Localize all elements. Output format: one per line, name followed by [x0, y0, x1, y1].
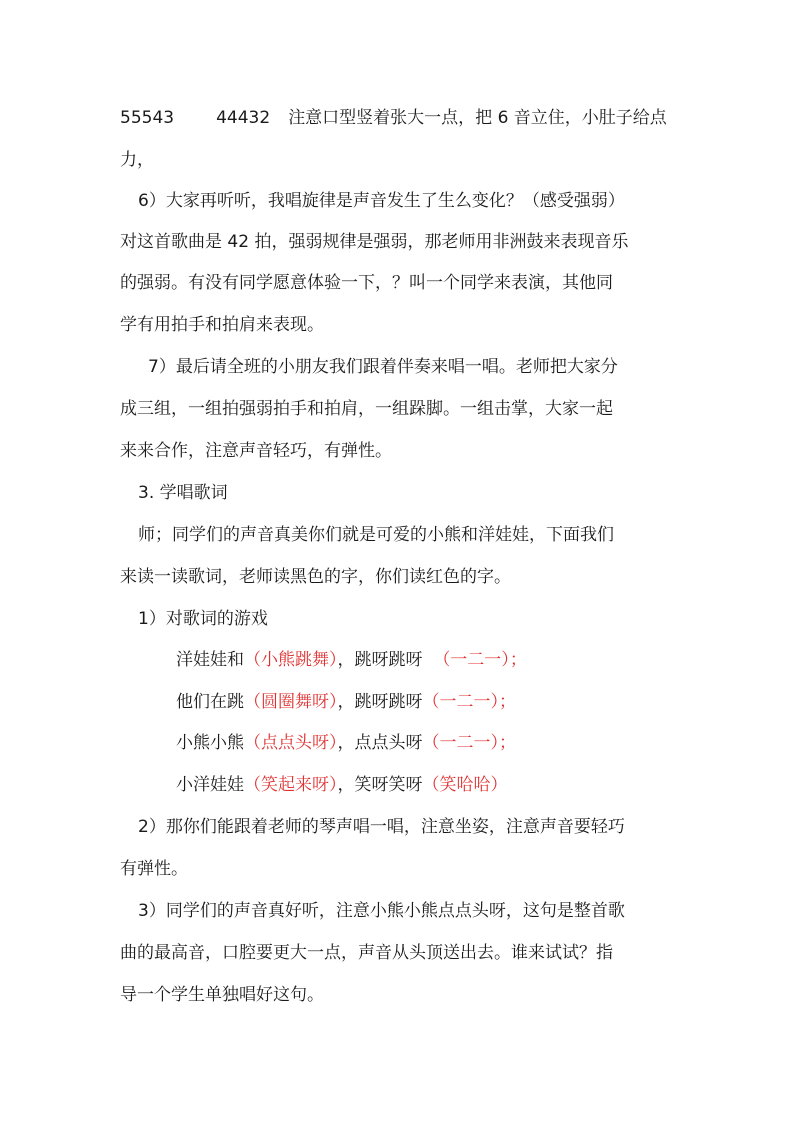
step3-line2: 曲的最高音，口腔要更大一点，声音从头顶送出去。谁来试试？指 — [120, 943, 613, 963]
lyric-teacher-text: ，跳呀跳呀 — [337, 650, 434, 670]
lyric-student-text: （笑起来呀） — [244, 775, 338, 795]
notes-instruction-cont: 力， — [120, 150, 154, 170]
lyric-line-2 — [176, 690, 516, 714]
lyric-teacher-text: 他们在跳 — [176, 692, 244, 712]
lyric-punct: ； — [499, 733, 516, 753]
lyric-punct: ； — [509, 650, 527, 670]
section3-heading: 3. 学唱歌词 — [138, 483, 228, 503]
step2-line1: 2）那你们能跟着老师的琴声唱一唱，注意坐姿，注意声音要轻巧 — [138, 817, 625, 837]
intro-line1: 师；同学们的声音真美你们就是可爱的小熊和洋娃娃，下面我们 — [138, 525, 614, 545]
step7-line3: 来来合作，注意声音轻巧，有弹性。 — [120, 441, 392, 461]
step7-line1: 7）最后请全班的小朋友我们跟着伴奏来唱一唱。老师把大家分 — [148, 357, 618, 377]
lyric-teacher-text: ，笑呀笑呀 — [337, 775, 423, 795]
note-numbers-1: 55543 — [120, 108, 175, 128]
lyric-student-text: （一二一） — [422, 733, 499, 753]
lyric-line-4 — [176, 773, 508, 797]
lyric-student-text: （一二一） — [433, 650, 510, 670]
step6-line3: 的强弱。有没有同学愿意体验一下，？叫一个同学来表演，其他同 — [120, 273, 613, 293]
lyric-teacher-text: 小洋娃娃 — [176, 775, 244, 795]
lyric-teacher-text: 小熊小熊 — [176, 733, 244, 753]
step6-line2: 对这首歌曲是 42 拍，强弱规律是强弱，那老师用非洲鼓来表现音乐 — [120, 232, 629, 252]
step7-line2: 成三组，一组拍强弱拍手和拍肩，一组跺脚。一组击掌，大家一起 — [120, 399, 613, 419]
intro-line2: 来读一读歌词，老师读黑色的字，你们读红色的字。 — [120, 567, 511, 587]
lyric-line-3 — [176, 731, 516, 755]
paragraph-notes-line — [120, 106, 667, 130]
step3-line1: 3）同学们的声音真好听，注意小熊小熊点点头呀，这句是整首歌 — [138, 901, 625, 921]
lyric-teacher-text: 洋娃娃和 — [176, 650, 244, 670]
step2-line2: 有弹性。 — [120, 859, 188, 879]
lyric-line-1 — [176, 648, 527, 672]
step3-line3: 导一个学生单独唱好这句。 — [120, 985, 324, 1005]
notes-instruction: 注意口型竖着张大一点，把 6 音立住，小肚子给点 — [288, 108, 667, 128]
lyric-student-text: （笑哈哈） — [422, 775, 508, 795]
lyric-teacher-text: ，跳呀跳呀 — [337, 692, 423, 712]
lyrics-game-title: 1）对歌词的游戏 — [138, 609, 268, 629]
lyric-student-text: （小熊跳舞） — [244, 650, 338, 670]
note-numbers-2: 44432 — [216, 108, 271, 128]
lyric-teacher-text: ，点点头呀 — [337, 733, 423, 753]
step6-line4: 学有用拍手和拍肩来表现。 — [120, 315, 324, 335]
lyric-punct: ； — [499, 692, 516, 712]
step6-line1: 6）大家再听听，我唱旋律是声音发生了生么变化？（感受强弱） — [138, 191, 625, 211]
lyric-student-text: （一二一） — [422, 692, 499, 712]
lyric-student-text: （圆圈舞呀） — [244, 692, 338, 712]
lyric-student-text: （点点头呀） — [244, 733, 338, 753]
